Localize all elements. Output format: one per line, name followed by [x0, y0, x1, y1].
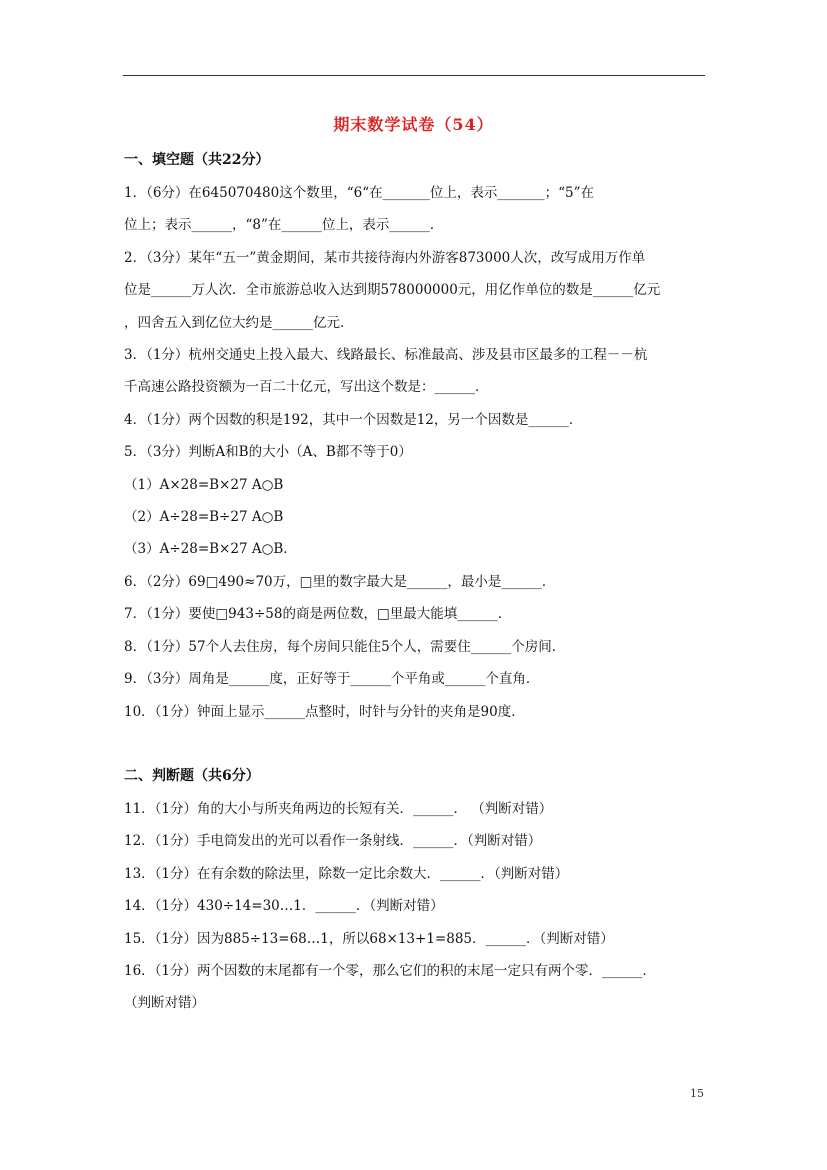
section-heading-true-false: 二、判断题（共6分）	[124, 768, 260, 784]
question-12: 12．（1分）手电筒发出的光可以看作一条射线．______．（判断对错）	[124, 833, 542, 849]
question-8: 8．（1分）57个人去住房，每个房间只能住5个人，需要住______个房间．	[124, 639, 566, 655]
question-13: 13．（1分）在有余数的除法里，除数一定比余数大．______．（判断对错）	[124, 866, 569, 882]
question-5-part-3: （3）A÷28=B×27 A○B．	[124, 541, 297, 557]
question-2-line-2: 位是______万人次．全市旅游总收入达到期578000000元，用亿作单位的数是______亿元	[124, 282, 661, 298]
page-number: 15	[690, 1087, 704, 1100]
question-2-line-3: ，四舍五入到亿位大约是______亿元．	[124, 315, 354, 331]
question-11: 11．（1分）角的大小与所夹角两边的长短有关．______． （判断对错）	[124, 801, 553, 817]
header-rule	[123, 75, 705, 76]
question-7: 7．（1分）要使□943÷58的商是两位数，□里最大能填______．	[124, 606, 512, 622]
question-2-line-1: 2．（3分）某年“五一”黄金期间，某市共接待海内外游客873000人次，改写成用万作单	[124, 250, 646, 266]
question-9: 9．（3分）周角是______度，正好等于______个平角或______个直角．	[124, 671, 540, 687]
question-14: 14．（1分）430÷14=30…1．______．（判断对错）	[124, 898, 444, 914]
question-16-line-1: 16．（1分）两个因数的末尾都有一个零，那么它们的积的末尾一定只有两个零．______．	[124, 963, 657, 979]
section-heading-fill-blank: 一、填空题（共22分）	[124, 152, 270, 168]
question-5-part-1: （1）A×28=B×27 A○B	[124, 477, 284, 493]
question-16-line-2: （判断对错）	[124, 995, 205, 1011]
question-4: 4．（1分）两个因数的积是192，其中一个因数是12，另一个因数是______．	[124, 412, 583, 428]
page-title: 期末数学试卷（54）	[333, 115, 494, 134]
question-1-line-2: 位上；表示______，“8”在______位上，表示______．	[124, 217, 444, 233]
question-5: 5．（3分）判断A和B的大小（A、B都不等于0）	[124, 444, 412, 460]
question-3-line-1: 3．（1分）杭州交通史上投入最大、线路最长、标准最高、涉及县市区最多的工程－－杭	[124, 347, 648, 363]
question-6: 6．（2分）69□490≈70万，□里的数字最大是______，最小是______．	[124, 574, 556, 590]
question-1-line-1: 1．（6分）在645070480这个数里，“6“在_______位上，表示_______；“5”在	[124, 185, 595, 201]
question-15: 15．（1分）因为885÷13=68…1，所以68×13+1=885．______．（判断对错）	[124, 931, 614, 947]
question-5-part-2: （2）A÷28=B÷27 A○B	[124, 509, 284, 525]
question-3-line-2: 千高速公路投资额为一百二十亿元，写出这个数是：______．	[124, 379, 489, 395]
question-10: 10．（1分）钟面上显示______点整时，时针与分针的夹角是90度．	[124, 704, 525, 720]
